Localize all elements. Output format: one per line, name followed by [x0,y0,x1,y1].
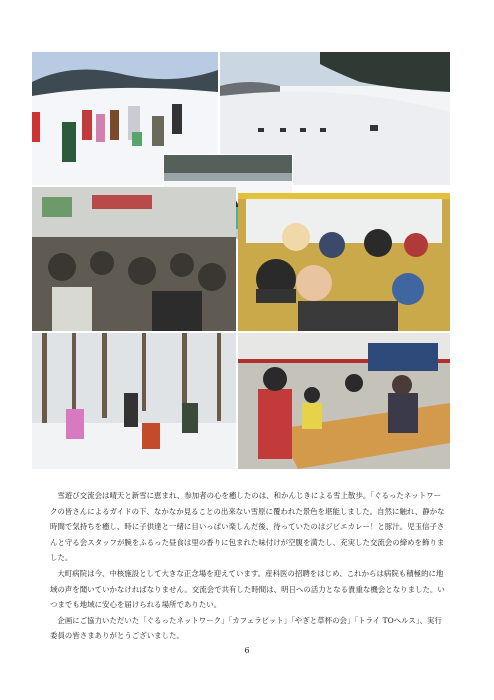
photo-dining-hall-crowd [32,187,236,331]
photo-train-passengers [238,193,450,331]
photo-forest-snow-kids [32,333,236,469]
paragraph-thanks: 企画にご協力いただいた「ぐるったネットワーク」「カフェラビット」「やぎと草杯の会」「トライ TOへルス」、実行委員の皆さまありがとうございました。 [50,615,442,641]
photo-lunch-table [238,333,450,469]
article-body [50,488,448,644]
paragraph-hospital: 大町病院は今、中核施設として大きな正念場を迎えています。産科医の招聘をはじめ、これからは病院も積極的に地域の声を聞いていかなければなりません。交流会で共有した時間は、明日への活力となる貴重な機会となりました。いつまでも地域に安心を届けられる場所でありたい。 [50,568,445,610]
paragraph-snow-event: 雪遊び交流会は晴天と新雪に恵まれ、参加者の心を癒したのは、和かんじきによる雪上散歩。「ぐるったネットワークの皆さんによるガイドの下、なかなか見ることの出来ない雪原に覆われた景色を堪能しました。自然に触れ、静かな時間で気持ちを癒し、時に子供達と一緒に目いっぱい楽しんだ後、待っていたのはジビエカレー！と豚汁。児玉信子さんと守る会スタッフが腕をふるった昼食は里の香りに包まれた味付けが空腹を満たし、充実した交流会の締めを飾りました。 [50,491,445,563]
page-number: 6 [244,646,250,655]
